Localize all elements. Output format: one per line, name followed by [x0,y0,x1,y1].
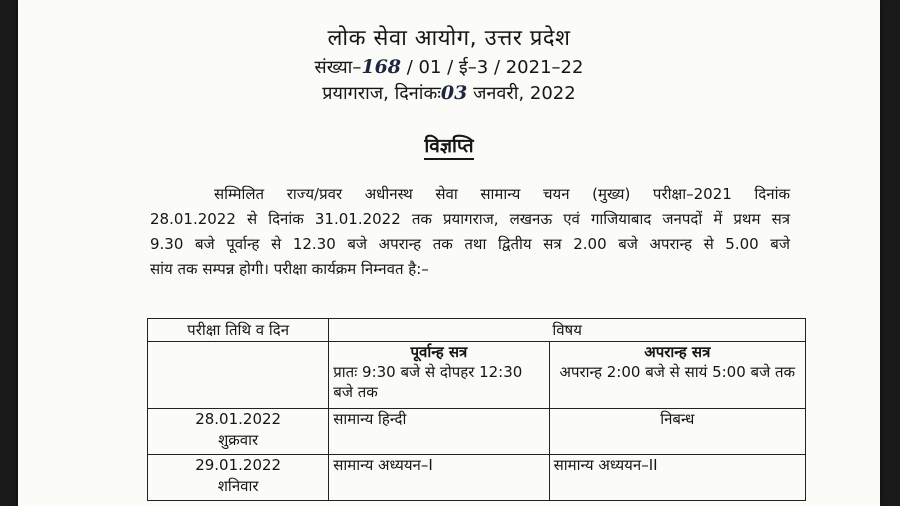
afternoon-subject: निबन्ध [549,409,805,455]
notice-title [18,132,880,158]
date-handwritten-day: 03 [440,82,468,104]
date-suffix: जनवरी, 2022 [467,83,576,104]
table-row [148,455,806,501]
notice-document [18,0,880,506]
exam-date: 28.01.2022 [195,410,282,428]
body-line: सम्मिलित राज्य/प्रवर अधीनस्थ सेवा सामान्य चयन (मुख्य) परीक्षा–2021 दिनांक [214,185,790,203]
morning-subject: सामान्य हिन्दी [329,409,549,455]
afternoon-subject: सामान्य अध्ययन–II [549,455,805,501]
session-morning-time: प्रातः 9:30 बजे से दोपहर 12:30 बजे तक [333,363,523,401]
exam-date: 29.01.2022 [195,456,282,474]
session-afternoon-time: अपरान्ह 2:00 बजे से सायं 5:00 बजे तक [559,363,796,381]
session-morning [329,342,549,409]
session-afternoon-name: अपरान्ह सत्र [644,343,711,361]
notice-body [150,182,790,282]
body-line: 9.30 बजे पूर्वान्ह से 12.30 बजे अपरान्ह तक तथा द्वितीय सत्र 2.00 बजे अपरान्ह से 5.00 बजे [150,235,790,253]
morning-subject: सामान्य अध्ययन–I [329,455,549,501]
empty-cell [148,342,329,409]
subject-column-header: विषय [329,319,806,342]
date-cell [148,455,329,501]
reference-suffix: / 01 / ई–3 / 2021–22 [401,57,584,78]
exam-day: शनिवार [217,477,259,495]
session-morning-name: पूर्वान्ह सत्र [410,343,468,361]
office-name: लोक सेवा आयोग, उत्तर प्रदेश [327,26,571,51]
place-and-date [18,81,880,105]
date-column-header: परीक्षा तिथि व दिन [148,319,329,342]
reference-number [18,55,880,79]
reference-handwritten-number: 168 [361,56,402,78]
session-row [148,342,806,409]
date-cell [148,409,329,455]
notice-title-text: विज्ञप्ति [424,135,473,160]
place-prefix: प्रयागराज, दिनांकः [322,83,441,104]
body-line: सांय तक सम्पन्न होगी। परीक्षा कार्यक्रम निम्नवत है:– [150,260,429,278]
reference-prefix: संख्या– [314,57,362,78]
table-row [148,409,806,455]
table-header-row [148,319,806,342]
body-line: 28.01.2022 से दिनांक 31.01.2022 तक प्रयागराज, लखनऊ एवं गाजियाबाद जनपदों में प्रथम सत्र [150,210,790,228]
session-afternoon [549,342,805,409]
exam-schedule-table [147,318,806,501]
exam-day: शुक्रवार [218,431,259,449]
